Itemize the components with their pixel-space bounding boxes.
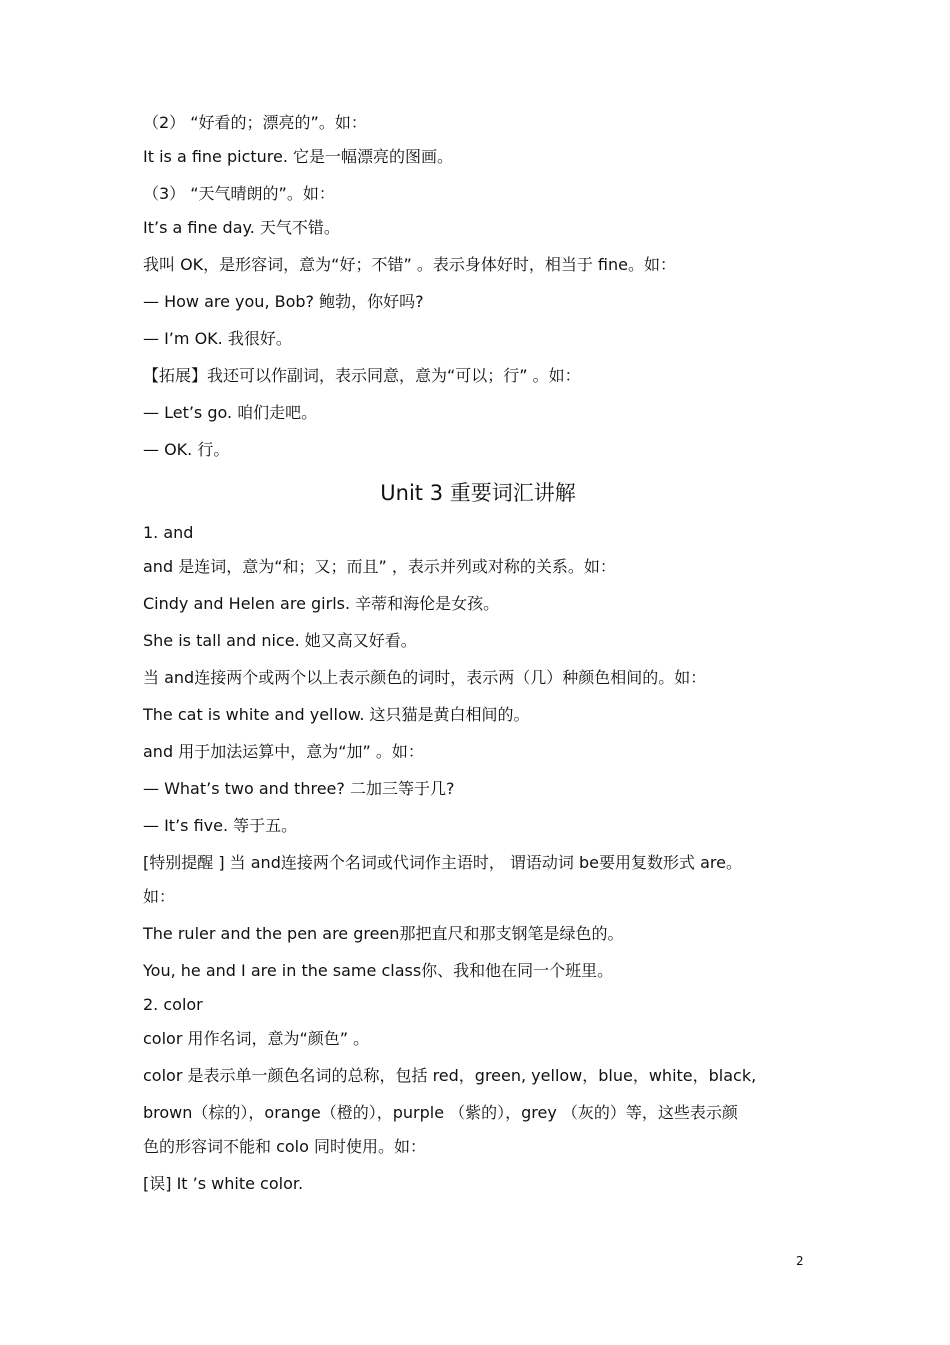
text-line: Cindy and Helen are girls. 辛蒂和海伦是女孩。 [143, 594, 500, 613]
text-line: brown（棕的），orange（橙的），purple （紫的），grey （灰的）等，这些表示颜 [143, 1103, 738, 1122]
text-line: — It’s five. 等于五。 [143, 816, 298, 835]
text-line: The cat is white and yellow. 这只猫是黄白相间的。 [143, 705, 530, 724]
text-line: [特别提醒 ] 当 and连接两个名词或代词作主语时， 谓语动词 be要用复数形式 are。 [143, 853, 742, 872]
text-line: [误] It ’s white color. [143, 1174, 304, 1193]
text-line: and 用于加法运算中，意为“加” 。如： [143, 742, 424, 761]
text-line: 【拓展】我还可以作副词，表示同意，意为“可以；行” 。如： [143, 366, 581, 385]
text-line: （2） “好看的；漂亮的”。如： [143, 113, 367, 132]
text-line: — OK. 行。 [143, 440, 230, 459]
text-line: The ruler and the pen are green那把直尺和那支钢笔是绿色的。 [143, 924, 624, 943]
text-line: color 是表示单一颜色名词的总称，包括 red，green, yellow，blue，white，black, [143, 1066, 757, 1085]
text-line: It is a fine picture. 它是一幅漂亮的图画。 [143, 147, 454, 166]
text-line: She is tall and nice. 她又高又好看。 [143, 631, 417, 650]
page-content [143, 112, 813, 1210]
text-line: 色的形容词不能和 colo 同时使用。如： [143, 1137, 426, 1156]
text-line: It’s a fine day. 天气不错。 [143, 218, 340, 237]
text-line: — I’m OK. 我很好。 [143, 329, 292, 348]
text-line: — What’s two and three? 二加三等于几? [143, 779, 455, 798]
text-line: 如： [143, 887, 176, 906]
text-line: 我叫 OK，是形容词，意为“好；不错” 。表示身体好时，相当于 fine。如： [143, 255, 676, 274]
text-line: and 是连词，意为“和；又；而且” ，表示并列或对称的关系。如： [143, 557, 616, 576]
text-line: （3） “天气晴朗的”。如： [143, 184, 335, 203]
text-line: color 用作名词，意为“颜色” 。 [143, 1029, 370, 1048]
text-line: — Let’s go. 咱们走吧。 [143, 403, 318, 422]
text-line: 1. and [143, 523, 194, 542]
text-line: — How are you, Bob? 鲍勃，你好吗? [143, 292, 424, 311]
text-line: 当 and连接两个或两个以上表示颜色的词时，表示两（几）种颜色相间的。如： [143, 668, 707, 687]
text-line: 2. color [143, 995, 203, 1014]
page-number: 2 [796, 1254, 804, 1268]
section-heading: Unit 3 重要词汇讲解 [380, 481, 576, 505]
text-line: You, he and I are in the same class你、我和他在同一个班里。 [143, 961, 614, 980]
